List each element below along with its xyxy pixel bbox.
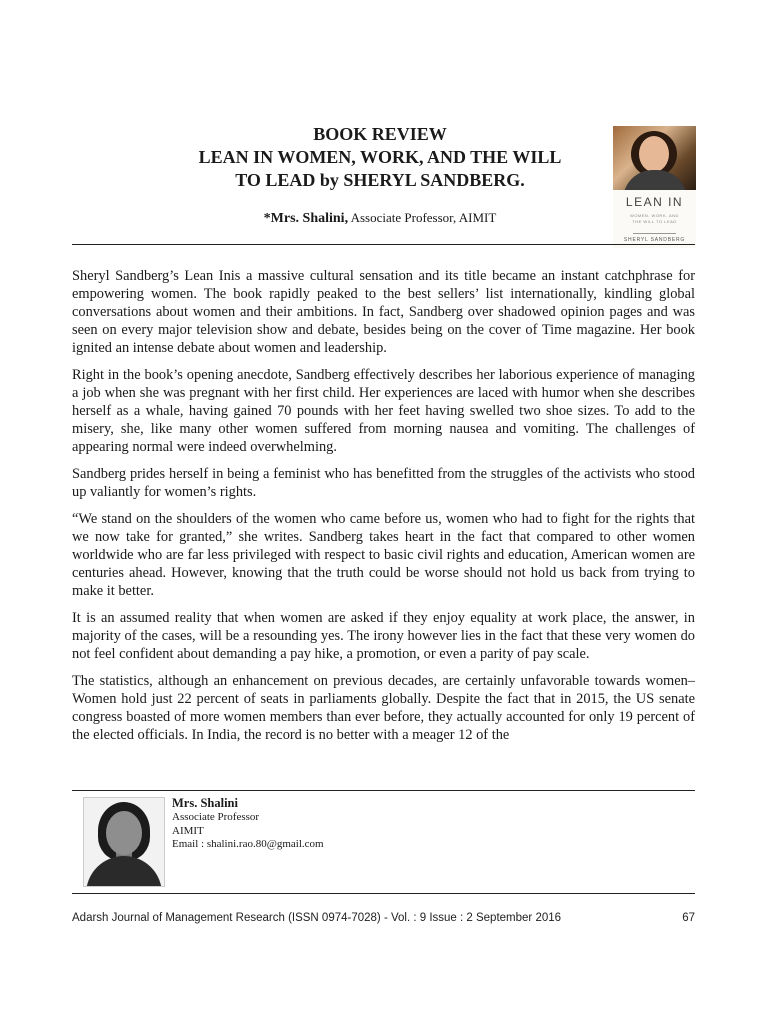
- page-number: 67: [682, 912, 695, 924]
- paragraph: It is an assumed reality that when women are asked if they enjoy equality at work place, the answer, in majority of the cases, will be a resounding yes. The irony however lies in the fact that these very women do not feel confident about demanding a pay hike, a promotion, or even a parity of pay scale.: [72, 610, 695, 662]
- byline-name: *Mrs. Shalini,: [263, 211, 349, 226]
- book-cover-image: [613, 126, 696, 248]
- paragraph: The statistics, although an enhancement on previous decades, are certainly unfavorable towards women– Women hold just 22 percent of seats in parliaments globally. Despite the fact that in 2015, the US senate congress boasted of more women members than ever before, they actually accounted for only 19 percent of the elected officials. In India, the record is no better with a meager 12 of the: [72, 673, 695, 743]
- journal-citation: Adarsh Journal of Management Research (ISSN 0974-7028) - Vol. : 9 Issue : 2 September 2016: [72, 912, 562, 924]
- cover-subtitle-line: THE WILL TO LEAD: [632, 219, 677, 224]
- author-box-top-divider: [72, 790, 695, 791]
- cover-photo: [613, 126, 696, 190]
- article-title: [160, 123, 600, 192]
- author-institution: AIMIT: [172, 824, 204, 837]
- paragraph: Right in the book’s opening anecdote, Sandberg effectively describes her laborious experience of managing a job when she was pregnant with her first child. Her experiences are laced with humor when she describes herself as a whale, having gained 70 pounds with her feet having swelled two shoe sizes. To add to the misery, she, like many other women suffered from morning nausea and vomiting. The challenges of appearing normal were indeed overwhelming.: [72, 367, 695, 455]
- author-photo: [83, 797, 165, 887]
- title-line: TO LEAD by SHERYL SANDBERG.: [235, 170, 525, 190]
- paragraph: “We stand on the shoulders of the women who came before us, women who had to fight for the rights that we now take for granted,” she writes. Sandberg takes heart in the fact that compared to other women worldwide who are far less privileged with respect to basic civil rights and education, American women are centuries ahead. However, knowing that the truth could be worse should not hold us back from trying to make it better.: [72, 511, 695, 599]
- article-body: [72, 267, 695, 753]
- author-name: Mrs. Shalini: [172, 796, 238, 810]
- cover-author: SHERYL SANDBERG: [623, 237, 686, 243]
- page-footer: [72, 912, 695, 924]
- author-box-bottom-divider: [72, 893, 695, 894]
- cover-subtitle: [613, 213, 696, 225]
- byline: [160, 210, 600, 227]
- paragraph: Sheryl Sandberg’s Lean Inis a massive cultural sensation and its title became an instant catchphrase for empowering women. The book rapidly peaked to the best sellers’ list internationally, kindling global conversations about women and their ambitions. In fact, Sandberg over shadowed opinion pages and was seen on every major television show and debate, besides being on the cover of Time magazine. Her book ignited an intense debate about women and leadership.: [72, 268, 695, 356]
- author-email: Email : shalini.rao.80@gmail.com: [172, 838, 324, 850]
- author-title: Associate Professor: [172, 811, 260, 823]
- byline-role: Associate Professor, AIMIT: [348, 210, 497, 225]
- author-bio: [172, 796, 324, 852]
- cover-divider: [633, 233, 676, 234]
- cover-title: LEAN IN: [625, 195, 684, 209]
- cover-subtitle-line: WOMEN, WORK, AND: [630, 213, 679, 218]
- header-divider: [72, 244, 695, 245]
- paragraph: Sandberg prides herself in being a feminist who has benefitted from the struggles of the activists who stood up valiantly for women’s rights.: [72, 466, 695, 500]
- title-line: BOOK REVIEW: [313, 124, 447, 144]
- title-line: LEAN IN WOMEN, WORK, AND THE WILL: [198, 147, 562, 167]
